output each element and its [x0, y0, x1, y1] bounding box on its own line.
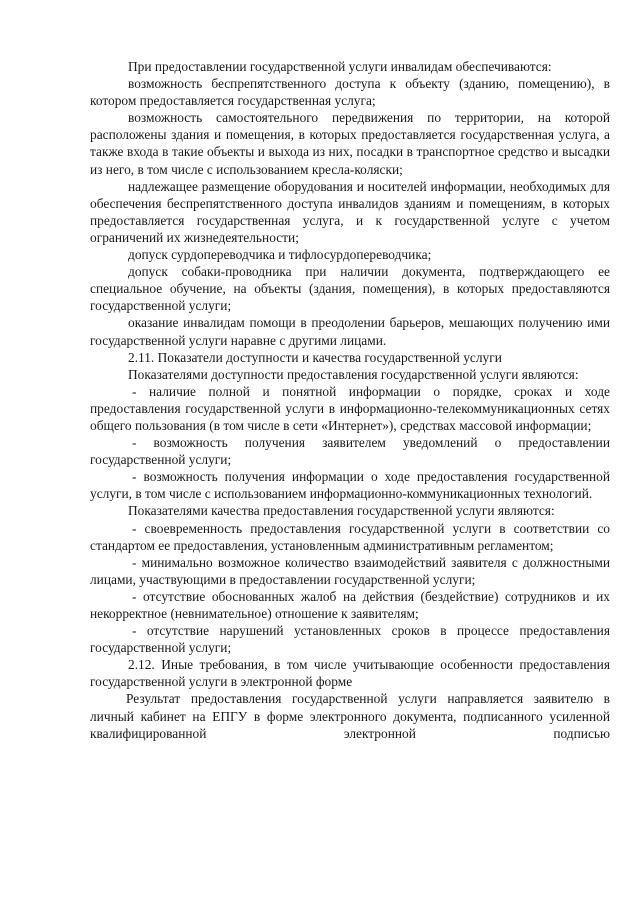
list-item-notifications: - возможность получения заявителем уведомлений о предоставлении государственной услуги; — [90, 435, 610, 468]
list-item-timeliness: - своевременность предоставления государственной услуги в соответствии со стандартом ее предоставления, установленным административным регламентом; — [90, 520, 610, 553]
paragraph-result-delivery: Результат предоставления государственной услуги направляется заявителю в личный кабинет на ЕПГУ в форме электронного документа, подписанного усиленной квалифицированной электронной подписью — [90, 691, 610, 741]
list-item-no-complaints: - отсутствие обоснованных жалоб на действия (бездействие) сотрудников и их некорректное (невнимательное) отношение к заявителям; — [90, 588, 610, 621]
list-item-progress-information: - возможность получения информации о ходе предоставления государственной услуги, в том числе с использованием информационно-коммуникационных технологий. — [90, 469, 610, 502]
paragraph-unobstructed-access: возможность беспрепятственного доступа к объекту (зданию, помещению), в котором предоставляется государственная услуга; — [90, 76, 610, 109]
paragraph-accessibility-indicators: Показателями доступности предоставления государственной услуги являются: — [128, 366, 579, 382]
document-page — [90, 58, 610, 742]
paragraph-quality-indicators: Показателями качества предоставления государственной услуги являются: — [128, 503, 555, 519]
section-heading-2-12: 2.12. Иные требования, в том числе учитывающие особенности предоставления государственной услуги в электронной форме — [90, 657, 610, 690]
paragraph-assistance: оказание инвалидам помощи в преодолении барьеров, мешающих получению ими государственной услуги наравне с другими лицами. — [90, 315, 610, 348]
list-item-complete-information: - наличие полной и понятной информации о порядке, сроках и ходе предоставления государственной услуги в информационно-телекоммуникационных сетях общего пользования (в том числе в сети «Интернет»), средствах массовой информации; — [90, 383, 610, 433]
section-heading-2-11: 2.11. Показатели доступности и качества государственной услуги — [128, 349, 502, 365]
paragraph-disabled-provisions-intro: При предоставлении государственной услуги инвалидам обеспечиваются: — [128, 59, 552, 74]
paragraph-equipment-placement: надлежащее размещение оборудования и носителей информации, необходимых для обеспечения беспрепятственного доступа инвалидов зданиям и помещениям, в которых предоставляется государственная услуга, и к государственной услуге с учетом ограничений их жизнедеятельности; — [90, 178, 610, 245]
paragraph-guide-dog: допуск собаки-проводника при наличии документа, подтверждающего ее специальное обучение, на объекты (здания, помещения), в которых предоставляются государственной услуги; — [90, 264, 610, 314]
paragraph-sign-interpreter: допуск сурдопереводчика и тифлосурдопереводчика; — [128, 247, 432, 263]
list-item-no-deadline-violations: - отсутствие нарушений установленных сроков в процессе предоставления государственной услуги; — [90, 623, 610, 656]
list-item-minimal-interactions: - минимально возможное количество взаимодействий заявителя с должностными лицами, участвующими в предоставлении государственной услуги; — [90, 554, 610, 587]
paragraph-independent-movement: возможность самостоятельного передвижения по территории, на которой расположены здания и помещения, в которых предоставляется государственная услуга, а также входа в такие объекты и выхода из них, посадки в транспортное средство и высадки из него, в том числе с использованием кресла-коляски; — [90, 110, 610, 177]
